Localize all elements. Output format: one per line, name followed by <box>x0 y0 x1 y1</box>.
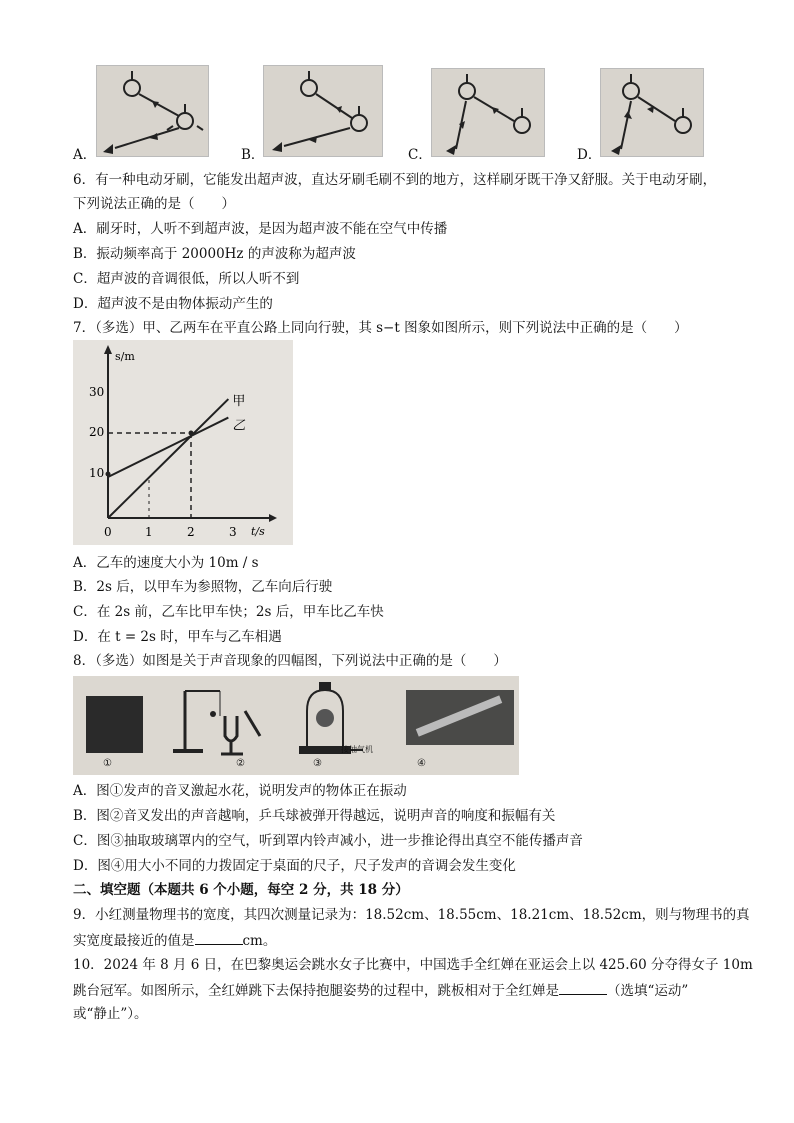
x-axis-label: t/s <box>251 525 265 538</box>
fig2-tuning-fork <box>165 676 275 771</box>
q5-option-a-figure <box>96 65 209 157</box>
q9-answer-blank[interactable] <box>195 930 243 945</box>
q10-line1: 10．2024 年 8 月 6 日，在巴黎奥运会跳水女子比赛中，中国选手全红婵在亚运会上以 425.60 分夺得女子 10m <box>73 957 753 973</box>
q5-option-a-label: A． <box>73 147 97 163</box>
eye-icon <box>446 145 456 155</box>
light-ray <box>139 94 179 116</box>
series-line-yi <box>108 418 228 477</box>
eye-icon <box>103 144 113 154</box>
q8-option-a: A．图①发声的音叉激起水花，说明发声的物体正在振动 <box>73 783 407 799</box>
series-line-jia <box>108 399 228 518</box>
light-ray <box>115 128 179 148</box>
q8-option-d: D．图④用大小不同的力拨固定于桌面的尺子，尺子发声的音调会发生变化 <box>73 858 516 874</box>
eye-icon <box>611 145 621 155</box>
y-axis-arrow <box>104 345 112 354</box>
q8-option-b: B．图②音叉发出的声音越响，乒乓球被弹开得越远，说明声音的响度和振幅有关 <box>73 808 556 824</box>
lamp-icon <box>301 71 317 96</box>
q5-option-c-figure <box>431 68 545 157</box>
section2-title: 二、填空题（本题共 6 个小题，每空 2 分，共 18 分） <box>73 882 409 898</box>
q8-stem: 8．（多选）如图是关于声音现象的四幅图，下列说法中正确的是（ ） <box>73 653 507 669</box>
x-tick-label: 3 <box>229 525 237 539</box>
q7-option-c: C．在 2s 前，乙车比甲车快；2s 后，甲车比乙车快 <box>73 604 384 620</box>
q7-st-graph <box>73 340 293 545</box>
x-tick-label: 1 <box>145 525 153 539</box>
y-tick-label: 10 <box>89 466 105 480</box>
eye-icon <box>272 142 282 152</box>
data-point <box>189 431 194 436</box>
fig4-label: ④ <box>417 758 426 769</box>
q6-stem-line2: 下列说法正确的是（ ） <box>73 196 235 212</box>
q8-option-c: C．图③抽取玻璃罩内的空气，听到罩内铃声减小，进一步推论得出真空不能传播声音 <box>73 833 583 849</box>
x-tick-label: 2 <box>187 525 195 539</box>
q10-line3: 或“静止”）。 <box>73 1006 148 1022</box>
q10-line2-pre: 跳台冠军。如图所示，全红婵跳下去保持抱腿姿势的过程中，跳板相对于全红婵是 <box>73 983 559 999</box>
q5-option-d-figure <box>600 68 704 157</box>
q9-line2-post: cm。 <box>242 933 277 949</box>
y-tick-label: 30 <box>89 385 105 399</box>
q10-line2-post: （选填“运动” <box>607 983 689 999</box>
series-label-yi: 乙 <box>232 418 246 434</box>
q5-option-b-figure <box>263 65 383 157</box>
data-point <box>106 472 111 477</box>
fig3-label: ③ <box>313 758 322 769</box>
q9-line2 <box>73 930 276 951</box>
q6-option-b: B．振动频率高于 20000Hz 的声波称为超声波 <box>73 246 356 262</box>
q6-option-c: C．超声波的音调很低，所以人听不到 <box>73 271 300 287</box>
q5-option-b-label: B． <box>241 147 265 163</box>
fig3-caption: 接抽气机 <box>341 745 373 754</box>
fig3-bell-jar <box>295 676 385 771</box>
lamp-icon <box>459 74 475 99</box>
q5-option-d-label: D． <box>577 147 602 163</box>
lamp-icon <box>124 71 140 96</box>
q8-figure-strip <box>73 676 519 775</box>
q5-option-c-label: C． <box>408 147 432 163</box>
q10-answer-blank[interactable] <box>559 980 607 995</box>
lamp-icon <box>514 108 530 133</box>
lamp-icon <box>167 104 203 130</box>
x-axis-arrow <box>269 514 277 522</box>
lamp-icon <box>351 106 367 131</box>
series-label-jia: 甲 <box>232 394 246 410</box>
lamp-icon <box>675 108 691 133</box>
q7-option-a: A．乙车的速度大小为 10m / s <box>73 555 259 571</box>
q6-stem-line1: 6．有一种电动牙刷，它能发出超声波，直达牙刷毛刷不到的地方，这样刷牙既干净又舒服。关于电动牙刷， <box>73 172 717 188</box>
y-axis-label: s/m <box>115 350 135 363</box>
q9-line1: 9．小红测量物理书的宽度，其四次测量记录为：18.52cm、18.55cm、18.21cm、18.52cm，则与物理书的真 <box>73 907 750 923</box>
fig4-ruler-photo <box>406 690 514 745</box>
fig1-label: ① <box>103 758 112 769</box>
q6-option-d: D．超声波不是由物体振动产生的 <box>73 296 273 312</box>
q9-line2-pre: 实宽度最接近的值是 <box>73 933 195 949</box>
fig2-label: ② <box>236 758 245 769</box>
q7-stem: 7．（多选）甲、乙两车在平直公路上同向行驶，其 s−t 图象如图所示，则下列说法中正确的是（ ） <box>73 320 688 336</box>
fig1-water-photo <box>86 696 143 753</box>
y-tick-label: 20 <box>89 425 105 439</box>
lamp-icon <box>623 74 639 99</box>
q7-option-b: B．2s 后，以甲车为参照物，乙车向后行驶 <box>73 579 333 595</box>
x-tick-label: 0 <box>104 525 112 539</box>
q6-option-a: A．刷牙时，人听不到超声波，是因为超声波不能在空气中传播 <box>73 221 448 237</box>
q7-option-d: D．在 t = 2s 时，甲车与乙车相遇 <box>73 629 282 645</box>
ruler <box>416 695 502 736</box>
q10-line2 <box>73 980 688 1001</box>
